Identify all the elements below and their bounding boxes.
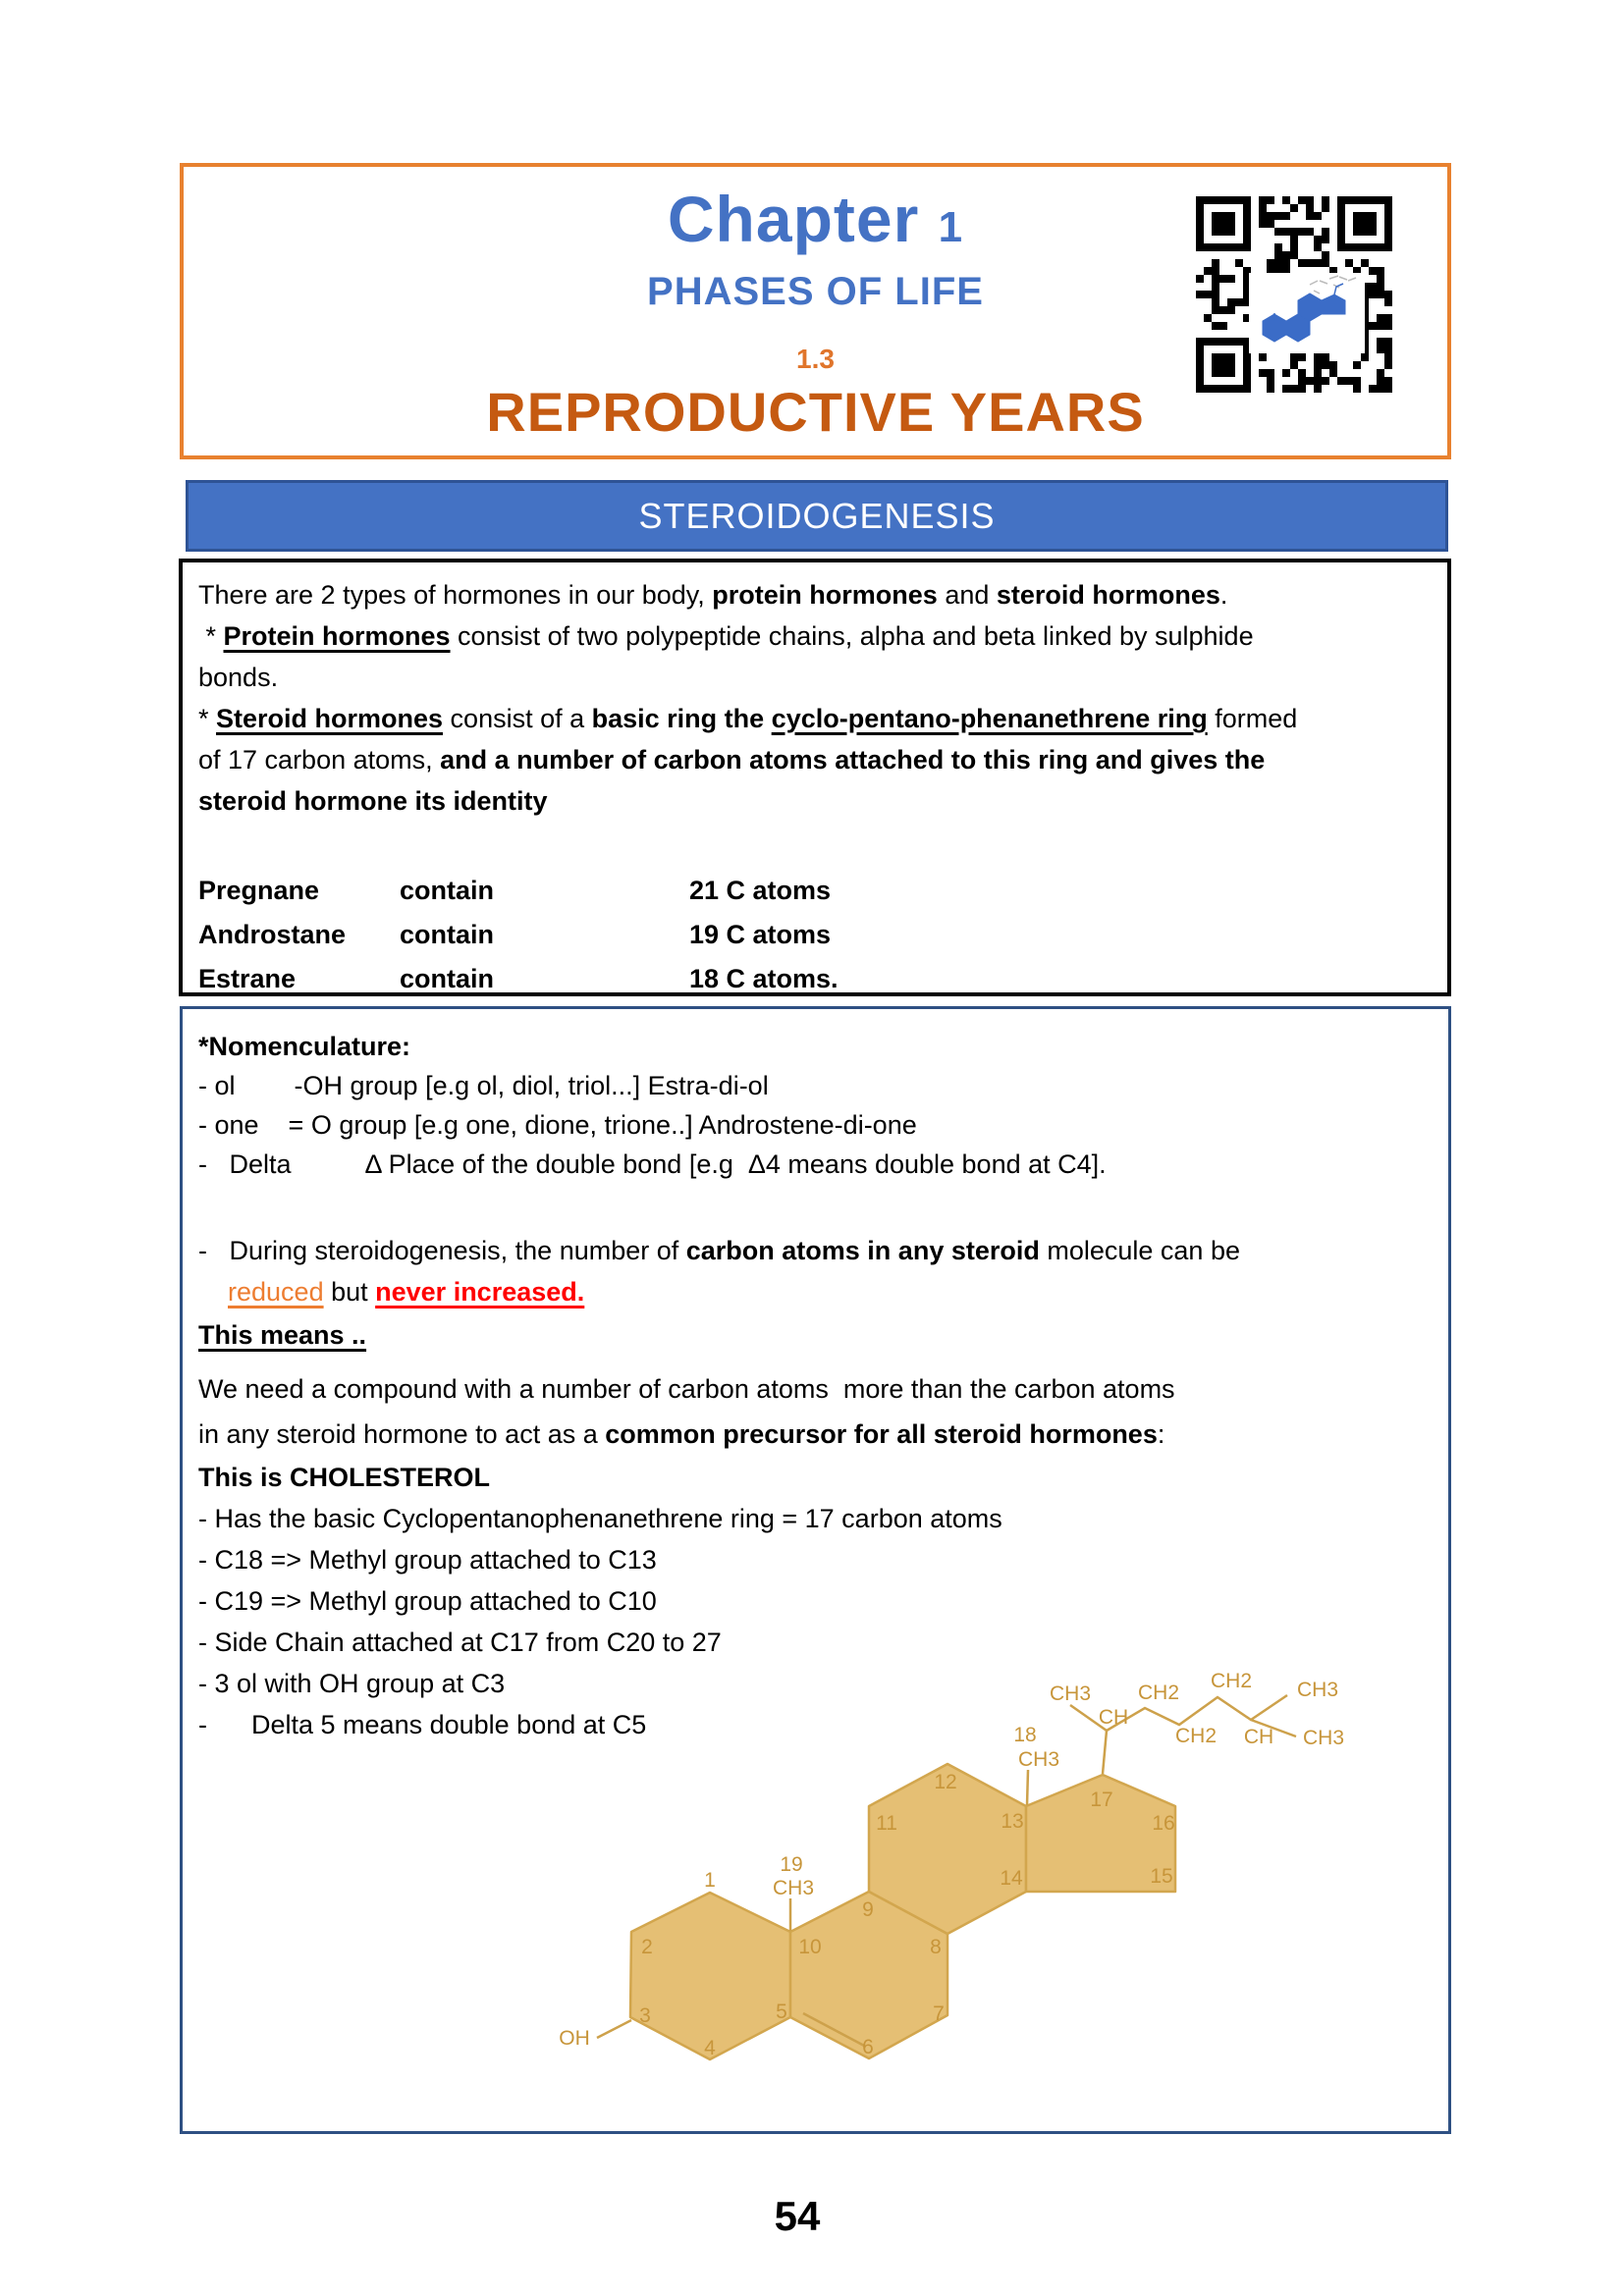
text-line	[198, 574, 1428, 615]
text-segment: molecule can be	[1039, 1236, 1240, 1265]
chapter-word: Chapter	[667, 183, 920, 255]
text-segment: common precursor for all steroid hormones	[605, 1419, 1158, 1449]
text-segment: There are 2 types of hormones in our body,	[198, 580, 713, 610]
atom-label-ch2: CH2	[1210, 1670, 1253, 1692]
atom-label-ch3: CH3	[1296, 1679, 1339, 1701]
carbon-count-table	[198, 869, 1428, 1001]
text-line	[198, 1313, 1429, 1357]
contain-label: contain	[400, 876, 495, 905]
text-segment: cyclo-pentano-phenanethrene ring	[771, 704, 1208, 733]
qr-code	[1186, 187, 1422, 434]
text-segment: - Delta 5 means double bond at C5	[198, 1710, 647, 1739]
atom-label-18: 18	[1013, 1724, 1037, 1746]
atom-label-ch2: CH2	[1174, 1725, 1218, 1747]
carbon-atoms: 19 C atoms	[689, 920, 832, 949]
text-segment	[198, 1277, 228, 1307]
text-segment: We need a compound with a number of carbon atoms more than the carbon atoms	[198, 1374, 1175, 1404]
atom-label-17: 17	[1090, 1789, 1113, 1811]
steroid-family: Estrane	[198, 964, 297, 993]
cholesterol-structure-diagram	[550, 1659, 1375, 2110]
atom-label-ch2: CH2	[1137, 1682, 1180, 1704]
text-line	[198, 1498, 1429, 1539]
text-segment: - C18 => Methyl group attached to C13	[198, 1545, 657, 1575]
atom-label-ch: CH	[1243, 1726, 1274, 1748]
atom-label-ch3: CH3	[772, 1877, 815, 1899]
text-segment: - Side Chain attached at C17 from C20 to 27	[198, 1628, 722, 1657]
text-segment: *Nomenculature:	[198, 1032, 411, 1061]
text-segment: never increased.	[375, 1277, 585, 1307]
text-segment: - one = O group [e.g one, dione, trione..] Androstene-di-one	[198, 1110, 917, 1140]
text-line	[198, 615, 1428, 657]
steroid-family: Pregnane	[198, 876, 320, 905]
carbon-atoms: 21 C atoms	[689, 876, 832, 905]
text-segment: consist of a	[443, 704, 592, 733]
text-segment: - 3 ol with OH group at C3	[198, 1669, 506, 1698]
text-line	[198, 1105, 1429, 1145]
text-segment: - C19 => Methyl group attached to C10	[198, 1586, 657, 1616]
atom-label-1: 1	[704, 1869, 716, 1892]
text-segment: of 17 carbon atoms,	[198, 745, 441, 774]
text-line	[198, 1622, 1429, 1663]
contain-label: contain	[400, 964, 495, 993]
atom-label-15: 15	[1150, 1865, 1173, 1888]
text-segment: :	[1157, 1419, 1165, 1449]
text-segment: formed	[1207, 704, 1298, 733]
text-segment: *	[198, 621, 224, 651]
text-line	[198, 1270, 1429, 1313]
atom-label-11: 11	[876, 1812, 897, 1835]
text-line	[198, 1027, 1429, 1066]
steroid-family: Androstane	[198, 920, 347, 949]
text-segment: .	[1219, 580, 1228, 610]
text-line	[198, 739, 1428, 780]
atom-label-12: 12	[934, 1771, 957, 1793]
table-row	[198, 957, 1428, 1001]
text-segment: *	[198, 704, 217, 733]
text-segment: - Delta Δ Place of the double bond [e.g Δ4 means double bond at C4].	[198, 1149, 1107, 1179]
text-line	[198, 1231, 1429, 1270]
atom-label-8: 8	[930, 1936, 942, 1958]
text-segment: - During steroidogenesis, the number of	[198, 1236, 686, 1265]
atom-label-13: 13	[1001, 1810, 1024, 1833]
text-segment: and	[937, 580, 997, 610]
hormone-intro-box	[179, 559, 1451, 996]
atom-label-3: 3	[639, 2004, 651, 2027]
text-segment: in any steroid hormone to act as a	[198, 1419, 606, 1449]
atom-label-ch: CH	[1098, 1706, 1129, 1729]
chapter-header-box	[180, 163, 1451, 459]
page-number: 54	[774, 2193, 821, 2239]
text-segment: steroid hormone its identity	[198, 786, 548, 816]
text-segment: Steroid hormones	[216, 704, 444, 733]
text-line	[198, 657, 1428, 698]
contain-label: contain	[400, 920, 495, 949]
banner-title: STEROIDOGENESIS	[638, 495, 996, 536]
table-row	[198, 913, 1428, 957]
text-segment: steroid hormones	[996, 580, 1220, 610]
text-line	[198, 1539, 1429, 1580]
atom-label-6: 6	[862, 2036, 874, 2058]
text-segment: bonds.	[198, 663, 279, 692]
atom-label-9: 9	[862, 1898, 874, 1921]
oh-bond	[597, 2020, 631, 2038]
carbon-atoms: 18 C atoms.	[689, 964, 839, 993]
chapter-number: 1	[938, 203, 964, 251]
qr-steroid-logo	[1249, 273, 1365, 353]
atom-label-14: 14	[1000, 1867, 1023, 1890]
text-segment: consist of two polypeptide chains, alpha and beta linked by sulphide	[450, 621, 1254, 651]
ring-a	[630, 1893, 790, 2059]
text-line	[198, 1412, 1429, 1457]
text-segment: - Has the basic Cyclopentanophenanethrene ring = 17 carbon atoms	[198, 1504, 1002, 1533]
atom-label-16: 16	[1152, 1812, 1175, 1835]
text-segment: - ol -OH group [e.g ol, diol, triol...] Estra-di-ol	[198, 1071, 769, 1100]
text-line	[198, 1457, 1429, 1498]
text-line	[198, 1145, 1429, 1184]
text-line	[198, 1066, 1429, 1105]
text-line	[198, 1366, 1429, 1412]
text-segment: basic ring the	[591, 704, 772, 733]
atom-label-10: 10	[798, 1936, 822, 1958]
text-segment: protein hormones	[712, 580, 938, 610]
atom-label-19: 19	[780, 1853, 803, 1876]
section-banner	[186, 480, 1448, 552]
atom-label-5: 5	[776, 2001, 787, 2023]
text-segment: reduced	[228, 1277, 324, 1307]
text-segment: Protein hormones	[223, 621, 451, 651]
section-number: 1.3	[796, 344, 835, 374]
atom-label-ch3: CH3	[1017, 1748, 1060, 1771]
text-segment: This means ..	[198, 1320, 367, 1350]
text-segment: This is CHOLESTEROL	[198, 1463, 491, 1492]
text-segment: but	[323, 1277, 376, 1307]
book-title: PHASES OF LIFE	[647, 270, 984, 313]
chapter-title	[668, 179, 963, 268]
atom-label-7: 7	[933, 2002, 945, 2025]
text-line	[198, 780, 1428, 822]
text-line	[198, 698, 1428, 739]
table-row	[198, 869, 1428, 913]
atom-label-4: 4	[704, 2037, 716, 2059]
text-segment: and a number of carbon atoms attached to this ring and gives the	[440, 745, 1266, 774]
text-line	[198, 1580, 1429, 1622]
text-segment: carbon atoms in any steroid	[685, 1236, 1040, 1265]
atom-label-2: 2	[641, 1936, 653, 1958]
section-title: REPRODUCTIVE YEARS	[486, 381, 1145, 443]
atom-label-ch3: CH3	[1302, 1727, 1345, 1749]
c18-methyl-bond	[1027, 1770, 1028, 1805]
atom-label-ch3: CH3	[1049, 1682, 1092, 1705]
oh-label: OH	[559, 2027, 590, 2050]
